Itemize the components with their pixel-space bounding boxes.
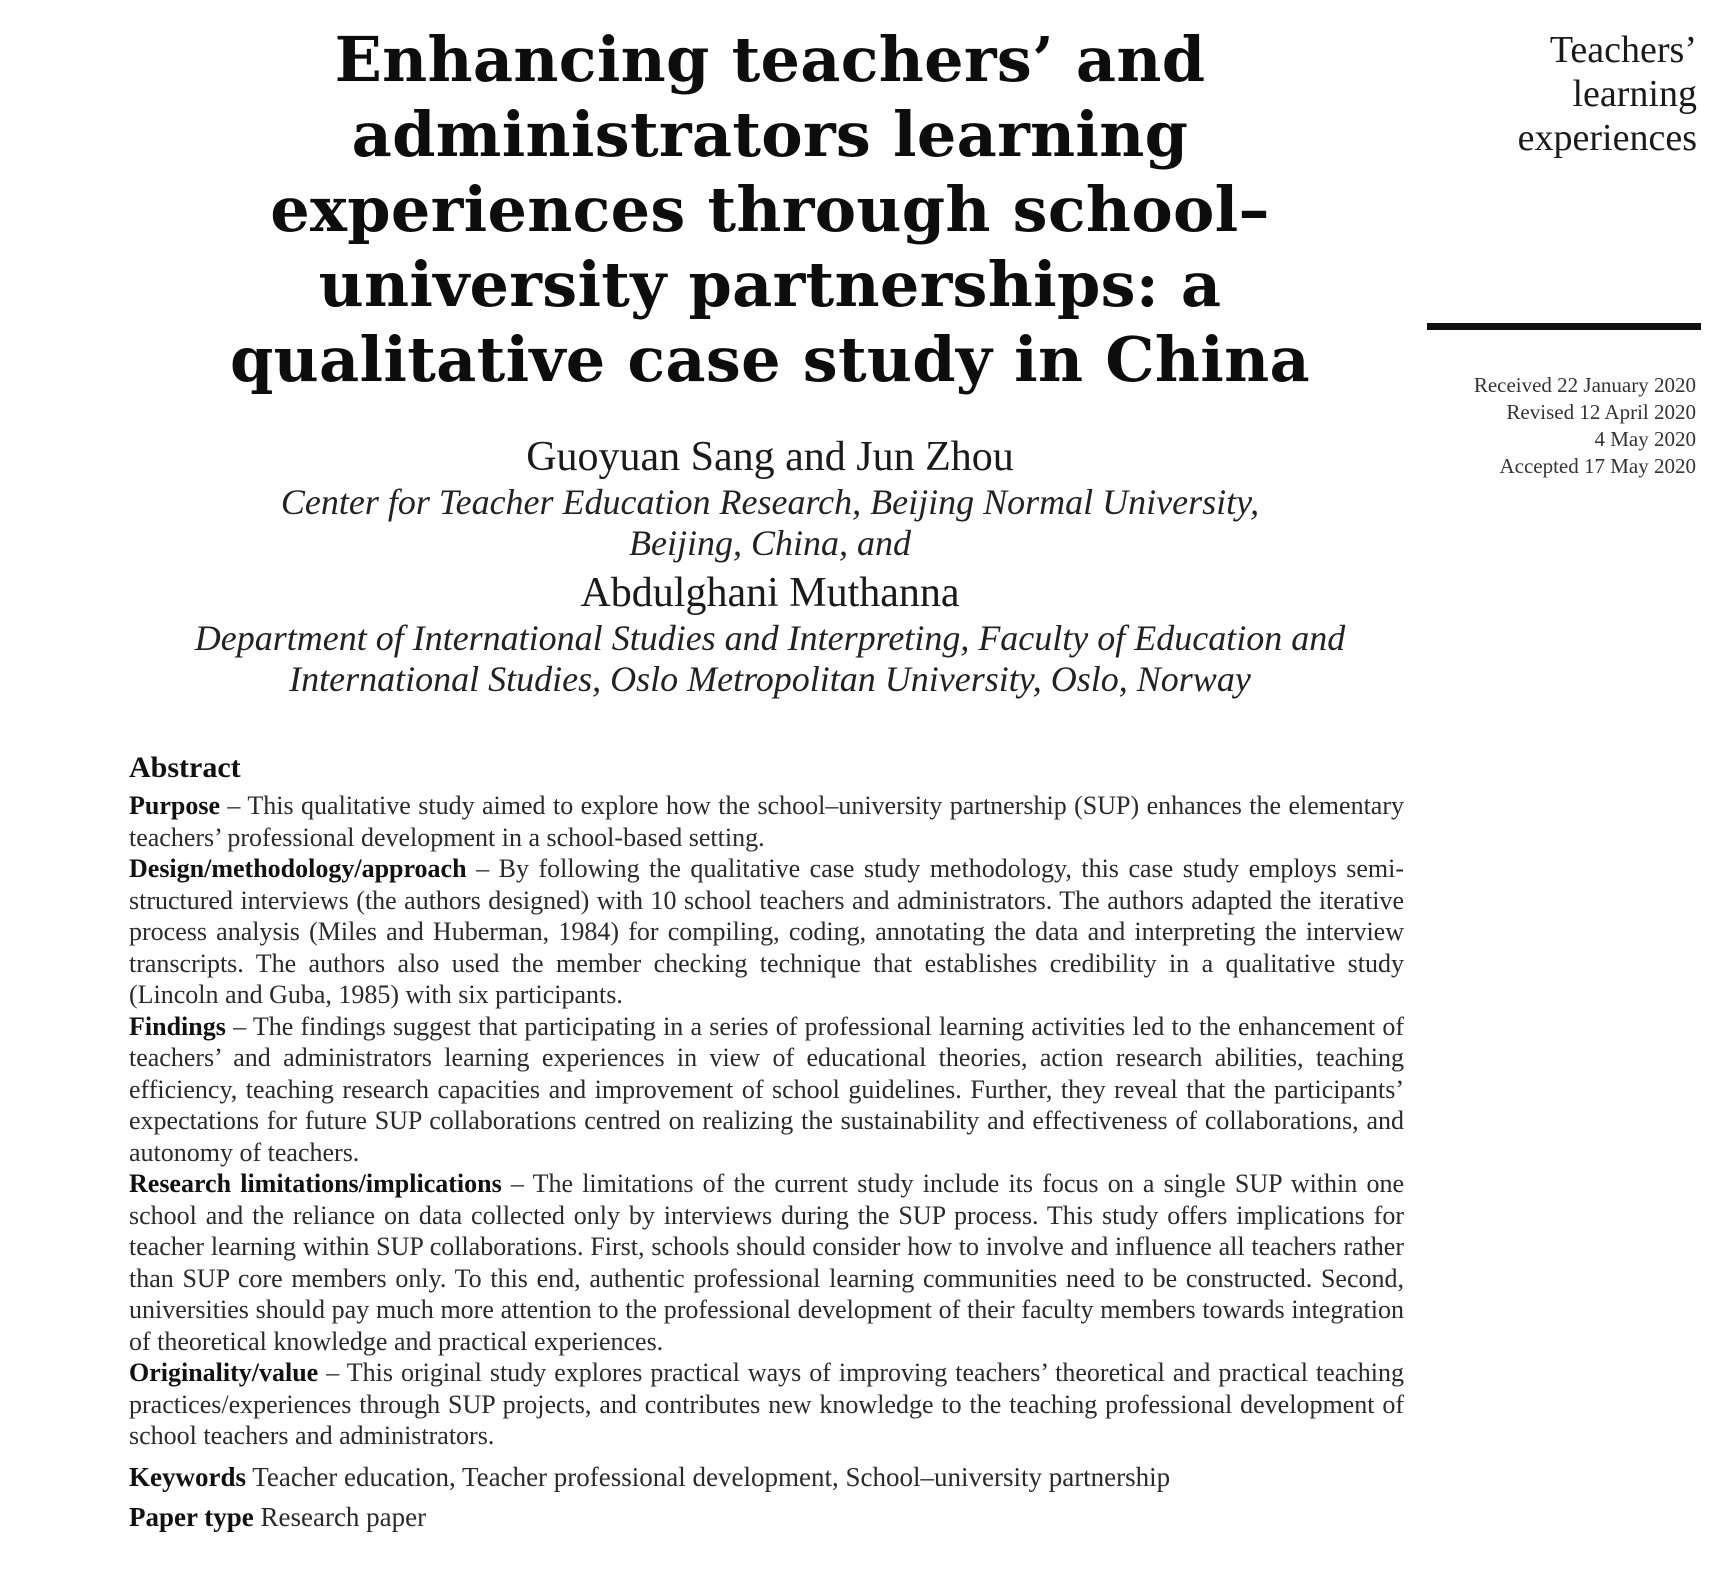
margin-rule (1427, 323, 1701, 330)
running-head (1367, 28, 1697, 160)
article-title (150, 22, 1390, 397)
history-received: Received 22 January 2020 (1473, 373, 1696, 397)
title-line: administrators learning (351, 98, 1189, 171)
author-names-1: Guoyuan Sang and Jun Zhou (526, 434, 1014, 480)
running-head-line: experiences (1517, 117, 1697, 159)
authors-block (130, 432, 1410, 704)
keywords-label: Keywords (129, 1461, 246, 1492)
title-line: university partnerships: a (318, 248, 1222, 321)
affiliation-line: Department of International Studies and Interpreting, Faculty of Education and (194, 618, 1346, 658)
section-text: – This original study explores practical ways of improving teachers’ theoretical and practical teaching practices/experiences through SUP projects, and contributes new knowledge to the teaching professional development of school teachers and administrators. (129, 1358, 1404, 1450)
running-head-line: learning (1572, 73, 1697, 115)
abstract-originality (129, 1357, 1404, 1452)
affiliation-line: International Studies, Oslo Metropolitan University, Oslo, Norway (289, 659, 1251, 699)
author-names-2: Abdulghani Muthanna (580, 570, 960, 616)
history-revised-2: 4 May 2020 (1594, 427, 1696, 451)
section-text: – The findings suggest that participating in a series of professional learning activities led to the enhancement of teachers’ and administrators learning experiences in view of educational theories, action research abilities, teaching efficiency, teaching research capacities and improvement of school guidelines. Further, they reveal that the participants’ expectations for future SUP collaborations centred on realizing the sustainability and effectiveness of collaborations, and autonomy of teachers. (129, 1011, 1404, 1167)
abstract-purpose (129, 790, 1404, 853)
title-line: experiences through school– (270, 173, 1270, 246)
history-accepted: Accepted 17 May 2020 (1499, 454, 1696, 478)
history-revised: Revised 12 April 2020 (1506, 400, 1696, 424)
section-text: – The limitations of the current study include its focus on a single SUP within one school and the reliance on data collected only by interviews during the SUP process. This study offers implications for teacher learning within SUP collaborations. First, schools should consider how to involve and influence all teachers rather than SUP core members only. To this end, authentic professional learning communities need to be constructed. Second, universities should pay much more attention to the professional development of their faculty members towards integration of theoretical knowledge and practical experiences. (129, 1169, 1404, 1356)
section-label: Findings (129, 1011, 226, 1041)
section-text: – This qualitative study aimed to explore how the school–university partnership (SUP) enhances the elementary teachers’ professional development in a school-based setting. (129, 791, 1404, 852)
title-line: qualitative case study in China (230, 323, 1310, 396)
section-label: Design/methodology/approach (129, 854, 467, 883)
abstract-design (129, 853, 1404, 1011)
paper-type-label: Paper type (129, 1501, 254, 1532)
title-line: Enhancing teachers’ and (334, 23, 1206, 96)
section-label: Research limitations/implications (129, 1169, 502, 1198)
affiliation-2 (130, 618, 1410, 700)
section-text: – By following the qualitative case study methodology, this case study employs semi-structured interviews (the authors designed) with 10 school teachers and administrators. The authors adapted the iterative process analysis (Miles and Huberman, 1984) for compiling, coding, annotating the data and interpreting the interview transcripts. The authors also used the member checking technique that establishes credibility in a qualitative study (Lincoln and Guba, 1985) with six participants. (129, 854, 1404, 1009)
paper-type-text: Research paper (253, 1501, 427, 1532)
abstract-heading: Abstract (129, 751, 241, 784)
section-label: Originality/value (129, 1358, 319, 1387)
abstract-findings (129, 1011, 1404, 1169)
paper-type (129, 1500, 1404, 1534)
abstract-limitations (129, 1168, 1404, 1357)
running-head-line: Teachers’ (1549, 29, 1697, 71)
abstract (129, 748, 1404, 1534)
keywords (129, 1460, 1404, 1494)
section-label: Purpose (129, 791, 220, 820)
keywords-text: Teacher education, Teacher professional development, School–university partnership (246, 1461, 1171, 1492)
affiliation-line: Beijing, China, and (629, 523, 911, 563)
affiliation-line: Center for Teacher Education Research, Beijing Normal University, (280, 482, 1260, 522)
affiliation-1 (130, 482, 1410, 564)
publication-history (1366, 372, 1696, 480)
